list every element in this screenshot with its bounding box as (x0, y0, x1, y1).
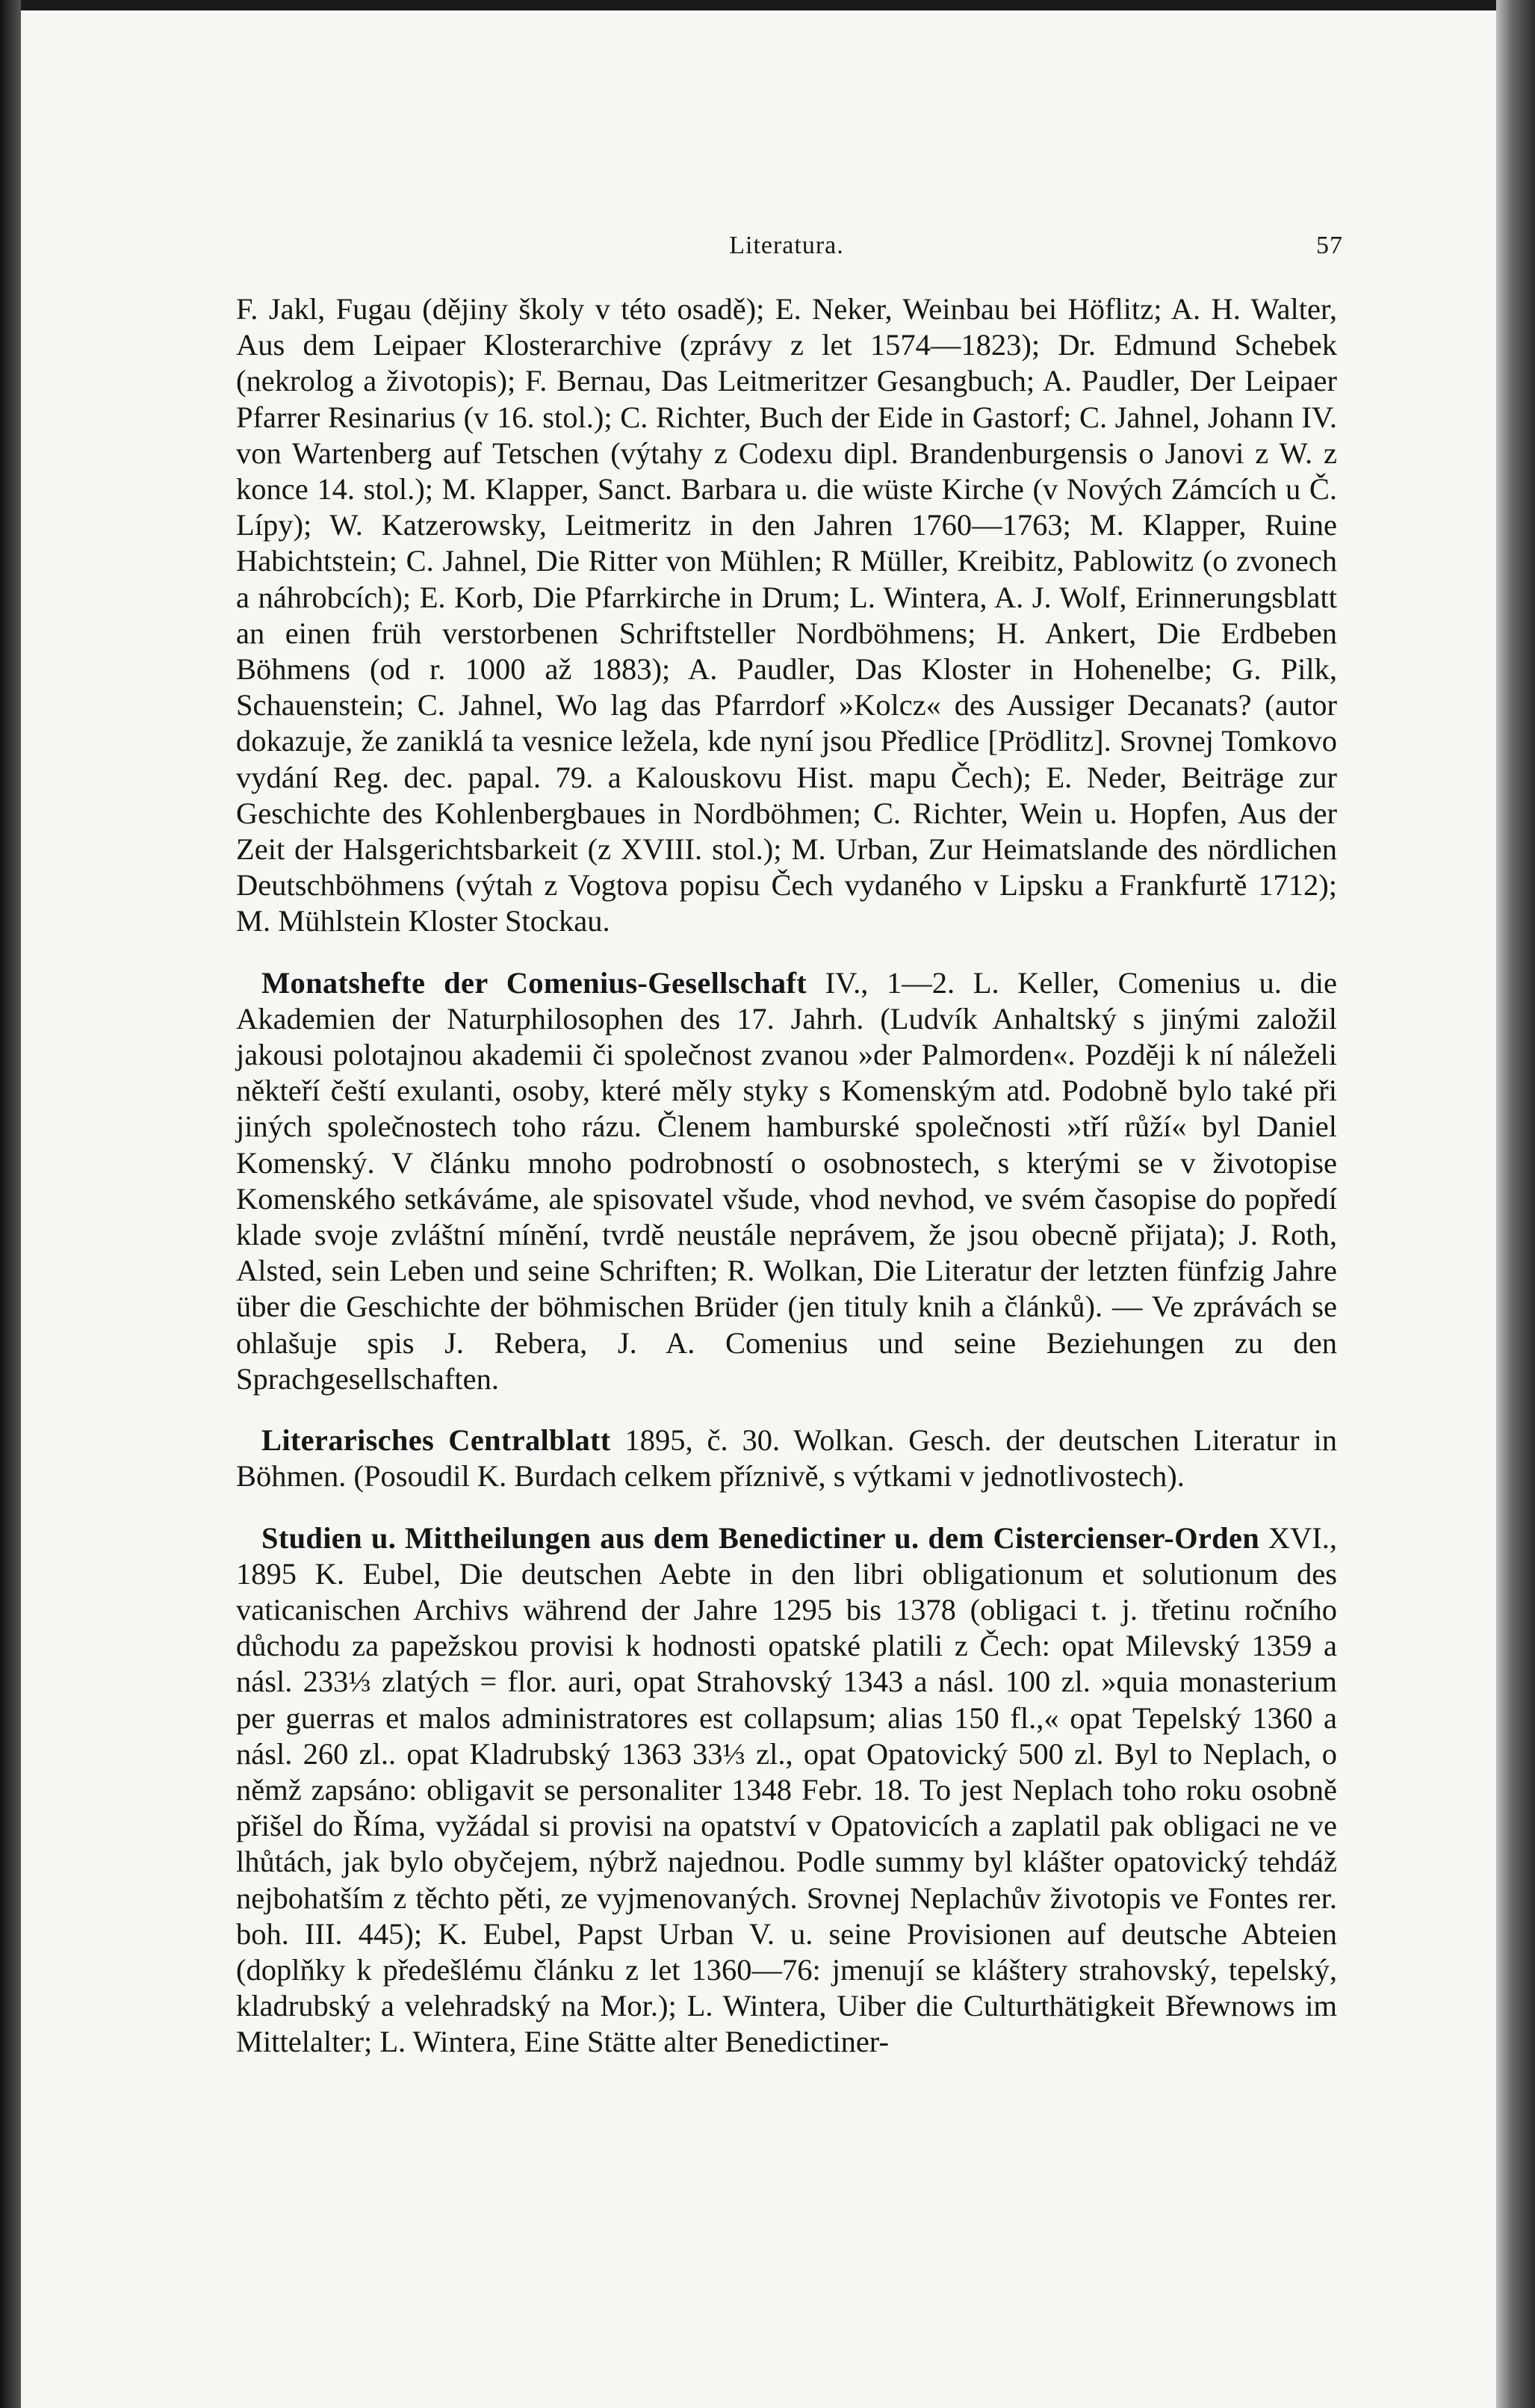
journal-name: Studien u. Mittheilungen aus dem Benedictiner u. dem Cistercienser-Orden (261, 1520, 1260, 1555)
paragraph-centralblatt (236, 1423, 1337, 1494)
paragraph-text: XVI., 1895 K. Eubel, Die deutschen Aebte in den libri obligationum et solutionum des vaticanischen Archivs während der Jahre 1295 bis 1378 (obligaci t. j. třetinu ročního důchodu za papežskou provisi k hodnosti opatské platili z Čech: opat Milevský 1359 a násl. 233⅓ zlatých = flor. auri, opat Strahovský 1343 a násl. 100 zl. »quia monasterium per guerras et malos administratores est collapsum; alias 150 fl.,« opat Tepelský 1360 a násl. 260 zl.. opat Kladrubský 1363 33⅓ zl., opat Opatovický 500 zl. Byl to Neplach, o němž zapsáno: obligavit se personaliter 1348 Febr. 18. To jest Neplach toho roku osobně přišel do Říma, vyžádal si provisi na opatství v Opatovicích a zaplatil pak obligaci ne ve lhůtách, jak bylo obyčejem, nýbrž najednou. Podle summy byl klášter opatovický tehdáž nejbohatším z těchto pěti, ze vyjmenovaných. Srovnej Neplachův životopis ve Fontes rer. boh. III. 445); K. Eubel, Papst Urban V. u. seine Provisionen auf deutsche Abteien (doplňky k předešlému článku z let 1360—76: jmenují se kláštery strahovský, tepelský, kladrubský a velehradský na Mor.); L. Wintera, Uiber die Culturthätigkeit Břewnows im Mittelalter; L. Wintera, Eine Stätte alter Benedictiner- (236, 1520, 1337, 2059)
page-number: 57 (1316, 232, 1343, 259)
paragraph-text: F. Jakl, Fugau (dějiny školy v této osadě); E. Neker, Weinbau bei Höflitz; A. H. Walter, Aus dem Leipaer Klosterarchive (zprávy z let 1574—1823); Dr. Edmund Schebek (nekrolog a životopis); F. Bernau, Das Leitmeritzer Gesangbuch; A. Paudler, Der Leipaer Pfarrer Resinarius (v 16. stol.); C. Richter, Buch der Eide in Gastorf; C. Jahnel, Johann IV. von Wartenberg auf Tetschen (výtahy z Codexu dipl. Brandenburgensis o Janovi z W. z konce 14. stol.); M. Klapper, Sanct. Barbara u. die wüste Kirche (v Nových Zámcích u Č. Lípy); W. Katzerowsky, Leitmeritz in den Jahren 1760—1763; M. Klapper, Ruine Habichtstein; C. Jahnel, Die Ritter von Mühlen; R Müller, Kreibitz, Pablowitz (o zvonech a náhrobcích); E. Korb, Die Pfarrkirche in Drum; L. Wintera, A. J. Wolf, Erinnerungsblatt an einen früh verstorbenen Schriftsteller Nordböhmens; H. Ankert, Die Erdbeben Böhmens (od r. 1000 až 1883); A. Paudler, Das Kloster in Hohenelbe; G. Pilk, Schauenstein; C. Jahnel, Wo lag das Pfarrdorf »Kolcz« des Aussiger Decanats? (autor dokazuje, že zaniklá ta vesnice ležela, kde nyní jsou Předlice [Prödlitz]. Srovnej Tomkovo vydání Reg. dec. papal. 79. a Kalouskovu Hist. mapu Čech); E. Neder, Beiträge zur Geschichte des Kohlenbergbaues in Nordböhmen; C. Richter, Wein u. Hopfen, Aus der Zeit der Halsgerichtsbarkeit (z XVIII. stol.); M. Urban, Zur Heimatslande des nördlichen Deutschböhmens (výtah z Vogtova popisu Čech vydaného v Lipsku a Frankfurtě 1712); M. Mühlstein Kloster Stockau. (236, 292, 1337, 938)
scan-border-left (0, 0, 21, 2408)
paragraph-monatshefte (236, 965, 1337, 1397)
running-head-title: Literatura. (729, 232, 844, 259)
paragraph-text: IV., 1—2. L. Keller, Comenius u. die Akademien der Naturphilosophen des 17. Jahrh. (Ludvík Anhaltský s jinými založil jakousi polotajnou akademii či společnost zvanou »der Palmorden«. Později k ní náleželi někteří čeští exulanti, osoby, které měly styky s Komenským atd. Podobně bylo také při jiných společnostech toho rázu. Členem hamburské společnosti »tří růží« byl Daniel Komenský. V článku mnoho podrobností o osobnostech, s kterými se v životopise Komenského setkáváme, ale spisovatel všude, vhod nevhod, ve svém časopise do popředí klade svoje zvláštní mínění, tvrdě neustále neprávem, že jsou obecně přijata); J. Roth, Alsted, sein Leben und seine Schriften; R. Wolkan, Die Literatur der letzten fünfzig Jahre über die Geschichte der böhmischen Brüder (jen tituly knih a článků). — Ve zprávách se ohlašuje spis J. Rebera, J. A. Comenius und seine Beziehungen zu den Sprachgesellschaften. (236, 965, 1337, 1396)
journal-name: Literarisches Centralblatt (261, 1423, 611, 1458)
book-page (21, 10, 1496, 2408)
paragraph-contents-list (236, 291, 1337, 940)
paragraph-studien (236, 1520, 1337, 2061)
journal-name: Monatshefte der Comenius-Gesellschaft (261, 965, 807, 1000)
scan-border-top (0, 0, 1535, 10)
paragraph-text: 1895, č. 30. Wolkan. Gesch. der deutschen Literatur in Böhmen. (Posoudil K. Burdach celkem příznivě, s výtkami v jednotlivostech). (236, 1423, 1337, 1494)
page-body (236, 291, 1337, 2061)
scan-border-right (1496, 0, 1535, 2408)
